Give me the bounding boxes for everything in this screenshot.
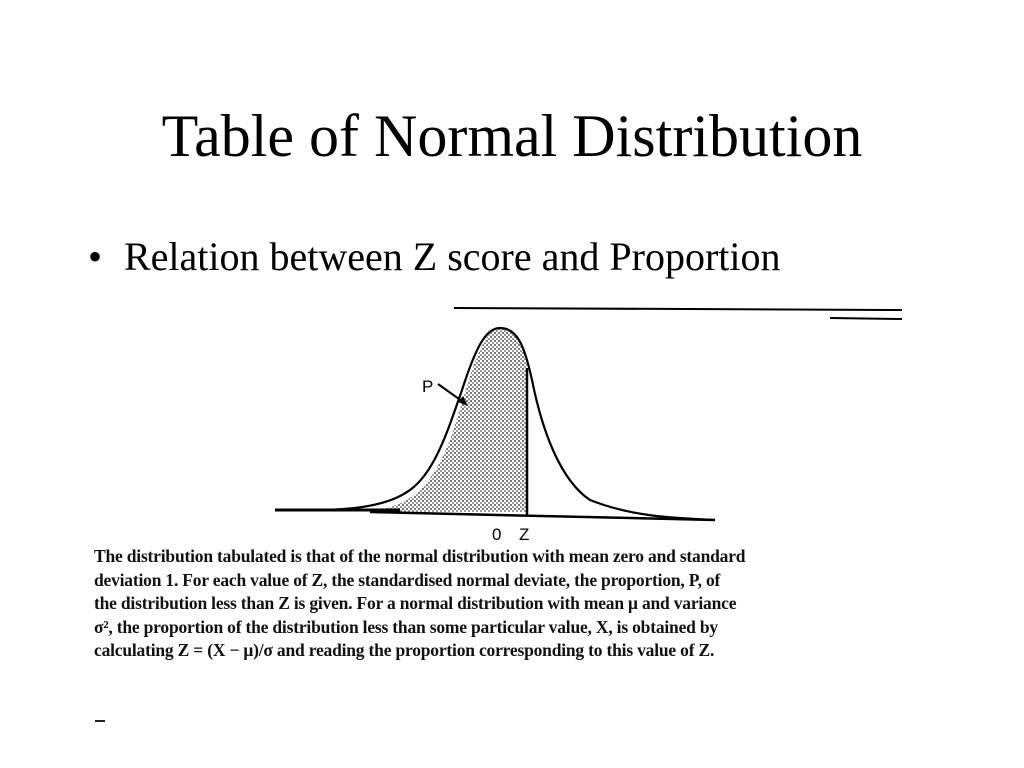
bullet-text: Relation between Z score and Proportion [124,234,781,279]
caption-line: the distribution less than Z is given. For a normal distribution with mean μ and variance [94,593,737,613]
bullet-dot-icon: • [88,234,103,279]
caption-line: The distribution tabulated is that of the normal distribution with mean zero and standard [94,546,746,566]
slide-title: Table of Normal Distribution [161,103,863,169]
bullet-item [88,232,780,282]
caption-line: calculating Z = (X − μ)/σ and reading the proportion corresponding to this value of Z. [94,640,715,660]
shaded-area [370,328,528,512]
caption-paragraph [94,545,900,663]
top-border-line [454,308,902,310]
zero-label: 0 [492,525,502,544]
caption-line: deviation 1. For each value of Z, the standardised normal deviate, the proportion, P, of [94,569,721,590]
caption-line: σ², the proportion of the distribution less than some particular value, X, is obtained by [94,616,718,637]
z-label: Z [519,525,530,544]
p-label: P [422,377,434,396]
scan-artifact-mark [95,720,105,722]
normal-curve-figure [270,300,910,550]
top-border-line-2 [830,318,902,319]
